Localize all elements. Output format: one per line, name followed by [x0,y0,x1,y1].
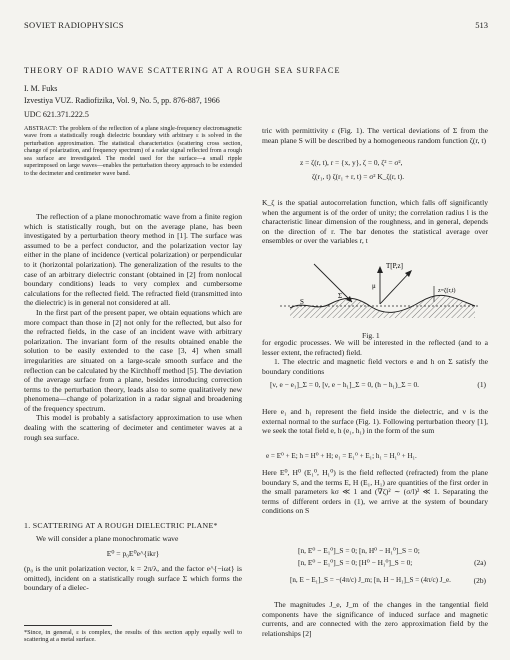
figure-label-Sigma: Σ [338,292,343,300]
footnote: *Since, in general, ε is complex, the results of this section apply equally well to scattering at a metal surface. [24,629,242,644]
equation-boundary-conditions: [ν, e − e₁]_Σ = 0, [ν, e − h₁]_Σ = 0, (h − h₁)_Σ = 0. [270,380,419,389]
right-paragraph-7 [262,600,488,638]
udc-code: UDC 621.371.222.5 [24,110,89,119]
equation-2a-line2: [n, E⁰ − E₁⁰]_S = 0; [H⁰ − H₁⁰]_S = 0; [298,558,413,567]
right-paragraph-3 [262,338,488,357]
paragraph-boundary-conditions: 1. The electric and magnetic field vectors e and h on Σ satisfy the boundary conditions [262,357,488,376]
article-author: I. M. Fuks [24,84,58,93]
equation-2a-line1: [n, E⁰ − E₁⁰]_S = 0; [n, H⁰ − H₁⁰]_S = 0; [298,546,420,555]
paragraph-polarization: (p₀ is the unit polarization vector, k = 2π/λ, and the factor e^{−iωt} is omitted), incident on a statistically rough surface Σ which forms the boundary of a dielec- [24,564,242,593]
paragraph-random-function: tric with permittivity ε (Fig. 1). The vertical deviations of Σ from the mean plane S will be described by a homogeneous random function ζ(r, t) [262,126,488,145]
figure-label-mu: μ [372,282,376,290]
equation-2b: [n, E − E₁]_S = −(4π/c) J_m; [n, H − H₁]_S = (4π/c) J_e. [290,576,451,584]
paragraph-surface-currents: The magnitudes J_e, J_m of the changes in the tangential field components have the significance of induced surface and magnetic currents, and are connected with the zero approximation field by the relationships [2] [262,600,488,638]
left-body [24,212,242,442]
right-paragraph-6 [262,468,488,516]
section-body [24,534,242,593]
paragraph-intro: The reflection of a plane monochromatic wave from a finite region which is statistically rough, but on the average plane, has been investigated by a perturbation theory method in [1]. The surface was assumed to be a perfect conductor, and the polarization vector lay either in the plane of incidence (vertical polarization) or perpendicular to it (horizontal polarization). The generalization of the results to the case of an arbitrary dielectric constant (obtained in [2] from nonlocal boundary conditions) leads to very complex and cumbersome calculations for the reflected field. The refracted field (transmitted into the dielectric) is in general not considered at all. [24,212,242,308]
equation-autocorrelation: ζ(r₁, t) ζ(r₁ + r, t) = σ² K_ζ(r, t). [312,172,405,181]
normal-arrowhead [377,266,383,273]
figure-label-S: S [300,298,304,306]
right-paragraph-1 [262,126,488,145]
equation-incident-wave: E⁰ = p₀E⁰e^{ikr} [106,548,160,558]
paragraph-field-inside: Here e₁ and h₁ represent the field inside the dielectric, and ν is the external normal to the surface (Fig. 1). Following perturbation theory [1], we seek the total field e, h (e₁, h₁) in the form of the sum [262,407,488,436]
scattered-ray [380,272,410,304]
article-title: THEORY OF RADIO WAVE SCATTERING AT A ROUGH SEA SURFACE [24,66,341,75]
equation-surface-statistics: z = ζ(r, t), r = {x, y}, ζ = 0, ζ² = σ², [300,158,403,167]
figure-label-T: T[P,z] [386,262,403,270]
article-source: Izvestiya VUZ. Radiofizika, Vol. 9, No. 5, pp. 876-887, 1966 [24,96,220,105]
incident-ray [314,264,352,302]
running-header-journal: SOVIET RADIOPHYSICS [24,20,124,30]
equation-field-sum: e = E⁰ + E; h = H⁰ + H; e₁ = E₁⁰ + E₁; h₁ = H₁⁰ + H₁. [266,452,417,460]
page-number: 513 [475,20,488,30]
equation-number-2b: (2b) [473,576,486,585]
section-heading: 1. SCATTERING AT A ROUGH DIELECTRIC PLANE* [24,521,218,530]
equation-number-2a: (2a) [474,558,486,567]
paragraph-correlation: K_ζ is the spatial autocorrelation function, which falls off significantly when the argument is of the order of unity; the correlation radius l is the characteristic linear dimension of the roughness, and in general, depends on the direction of r. The bar denotes the statistical average over ensembles or over the variables r, t [262,198,488,246]
figure-label-z: z=ζ(r,t) [438,288,456,294]
right-paragraph-2 [262,198,488,246]
figure-1-diagram [270,256,490,328]
right-paragraph-4 [262,357,488,376]
figure-caption: Fig. 1 [362,331,380,340]
paragraph-zero-approximation: Here E⁰, H⁰ (E₁⁰, H₁⁰) is the field reflected (refracted) from the plane boundary S, and the terms E, H (E₁, H₁) are quantities of the first order in the small parameters kσ ≪ 1 and (∇ζ)² ∼ (σ/l)² ≪ 1. Separating the terms of different orders in (1), we arrive at the system of boundary conditions on S [262,468,488,516]
paragraph-plane-wave: We will consider a plane monochromatic wave [36,534,179,543]
paragraph-model: This model is probably a satisfactory approximation to use when dealing with the scattering of decimeter and centimeter waves at a rough sea surface. [24,413,242,442]
abstract: ABSTRACT: The problem of the reflection of a plane single-frequency electromagnetic wave from a statistically rough dielectric boundary with arbitrary ε is solved in the perturbation approximation. The statistical characteristics (scattering cross section, change of polarization, and frequency spectrum) of a radar signal reflected from a rough sea surface are investigated. The model used for the surface—a small ripple superimposed on large waves—enables the perturbation theory approach to be extended to the decimeter and centimeter wave band. [24,126,242,177]
equation-number-1: (1) [477,380,486,389]
paragraph-present-paper: In the first part of the present paper, we obtain equations which are more compact than those in [2] not only for the reflected, but also for the refracted fields, in the case of an incident wave with arbitrary polarization. The invariant form of the results obtained enable the solution to be easily extended to the case [3, 4] when small irregularities are situated on a large-scale smooth surface and the reflection can be calculated by the Kirchhoff method [5]. The deviation of the average surface from a plane, besides introducing correction terms to the perturbation theory, leads also to some qualitatively new phenomena—change of polarization in a radar signal and broadening of the frequency spectrum. [24,307,242,413]
paragraph-ergodic: for ergodic processes. We will be interested in the reflected (and to a lesser extent, the refracted) field. [262,338,488,357]
right-paragraph-5 [262,407,488,436]
footnote-rule [24,625,112,626]
